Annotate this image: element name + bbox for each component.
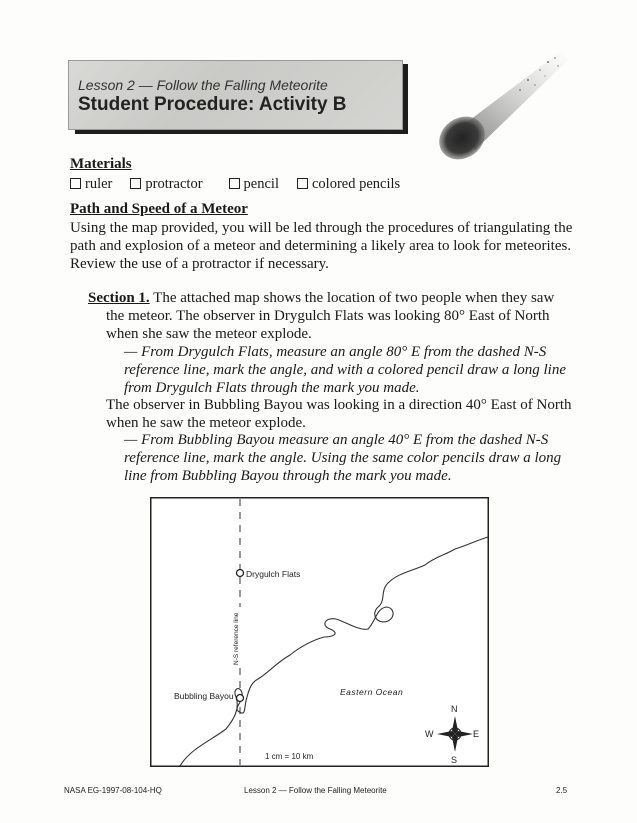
- material-protractor: protractor: [130, 176, 202, 192]
- footer-center: Lesson 2 — Follow the Falling Meteorite: [244, 786, 387, 795]
- map-frame: [151, 498, 489, 767]
- checkbox-icon: [229, 178, 240, 189]
- material-ruler: ruler: [70, 176, 112, 192]
- footer-left: NASA EG-1997-08-104-HQ: [64, 786, 162, 795]
- checkbox-icon: [297, 178, 308, 189]
- checkbox-icon: [130, 178, 141, 189]
- meteor-map: [150, 497, 489, 767]
- section1-label: Section 1.: [88, 290, 150, 306]
- intro-line: Review the use of a protractor if necessary.: [70, 256, 329, 272]
- bubbling-marker: [237, 695, 244, 702]
- section1-para-a: the meteor. The observer in Drygulch Flats was looking 80° East of North when she saw the meteor explode.: [106, 308, 550, 342]
- compass-s: S: [451, 755, 458, 765]
- compass-n: N: [451, 704, 458, 714]
- ns-line-label: N-S reference line: [233, 612, 240, 665]
- scale-label: 1 cm = 10 km: [265, 752, 314, 761]
- material-colored-pencils: colored pencils: [297, 176, 400, 192]
- compass-w: W: [425, 729, 434, 739]
- footer-page-number: 2.5: [556, 786, 568, 795]
- ocean-label: Eastern Ocean: [340, 687, 404, 697]
- meteor-illustration: [430, 40, 570, 170]
- path-heading: Path and Speed of a Meteor: [70, 201, 248, 217]
- lesson-subtitle: Lesson 2 — Follow the Falling Meteorite: [78, 77, 328, 93]
- section1-instruction-a: — From Drygulch Flats, measure an angle 80° E from the dashed N-S reference line, mark the angle, and with a colored pencil draw a long line from Drygulch Flats through the mark you made.: [124, 344, 566, 396]
- checkbox-icon: [70, 178, 81, 189]
- intro-line: Using the map provided, you will be led through the procedures of triangulating the: [70, 220, 573, 236]
- drygulch-marker: [237, 570, 244, 577]
- drygulch-label: Drygulch Flats: [246, 569, 301, 579]
- bubbling-label: Bubbling Bayou: [174, 691, 234, 701]
- section1-instruction-b: — From Bubbling Bayou measure an angle 40° E from the dashed N-S reference line, mark the angle. Using the same color pencils draw a long line from Bubbling Bayou through the mark you made.: [124, 432, 562, 484]
- materials-list: [70, 175, 414, 193]
- compass-e: E: [473, 729, 480, 739]
- section1-para-b: The observer in Bubbling Bayou was looking in a direction 40° East of North when he saw the meteor explode.: [106, 397, 572, 431]
- section1-first-line: Section 1. The attached map shows the location of two people when they saw: [88, 290, 555, 306]
- path-intro: [70, 219, 572, 273]
- material-pencil: pencil: [229, 176, 279, 192]
- page-title: Student Procedure: Activity B: [78, 94, 347, 115]
- intro-line: path and explosion of a meteor and determining a likely area to look for meteorites.: [70, 238, 572, 254]
- materials-heading: Materials: [70, 156, 132, 172]
